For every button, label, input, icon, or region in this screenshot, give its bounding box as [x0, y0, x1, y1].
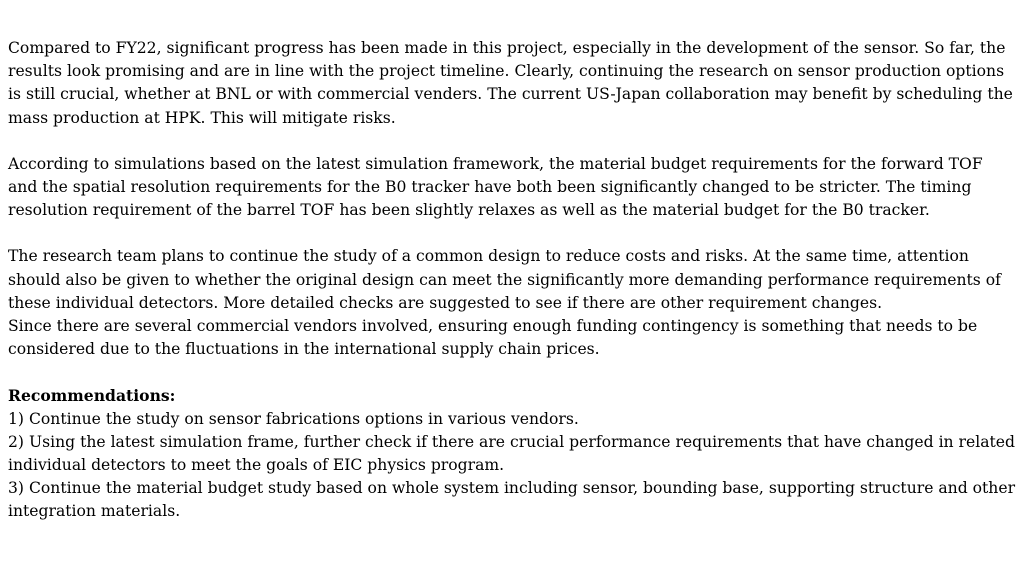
- spacer: [8, 130, 1016, 153]
- paragraph-simulation: According to simulations based on the latest simulation framework, the material budget requirements for the forward TOF and the spatial resolution requirements for the B0 tracker have both been significantly changed to be stricter. The timing resolution requirement of the barrel TOF has been slightly relaxes as well as the material budget for the B0 tracker.: [8, 154, 983, 220]
- recommendations-heading: Recommendations:: [8, 386, 176, 406]
- recommendation-item-2: 2) Using the latest simulation frame, further check if there are crucial performance requirements that have changed in related individual detectors to meet the goals of EIC physics program.: [8, 432, 1015, 475]
- paragraph-common-design: The research team plans to continue the study of a common design to reduce costs and risks. At the same time, attention should also be given to whether the original design can meet the significantly more demanding performance requirements of these individual detectors. More detailed checks are suggested to see if there are other requirement changes.: [8, 247, 1001, 312]
- slide-body: [8, 37, 1016, 524]
- recommendation-item-3: 3) Continue the material budget study based on whole system including sensor, bounding base, supporting structure and other integration materials.: [8, 479, 1016, 521]
- spacer: [8, 361, 1016, 384]
- spacer: [8, 222, 1016, 245]
- recommendation-item-1: 1) Continue the study on sensor fabrications options in various vendors.: [8, 409, 579, 428]
- paragraph-funding: Since there are several commercial vendors involved, ensuring enough funding contingency is something that needs to be considered due to the fluctuations in the international supply chain prices.: [8, 317, 978, 359]
- paragraph-progress: Compared to FY22, significant progress has been made in this project, especially in the development of the sensor. So far, the results look promising and are in line with the project timeline. Clearly, continuing the research on sensor production options is still crucial, whether at BNL or with commercial venders. The current US-Japan collaboration may benefit by scheduling the mass production at HPK. This will mitigate risks.: [8, 39, 1013, 127]
